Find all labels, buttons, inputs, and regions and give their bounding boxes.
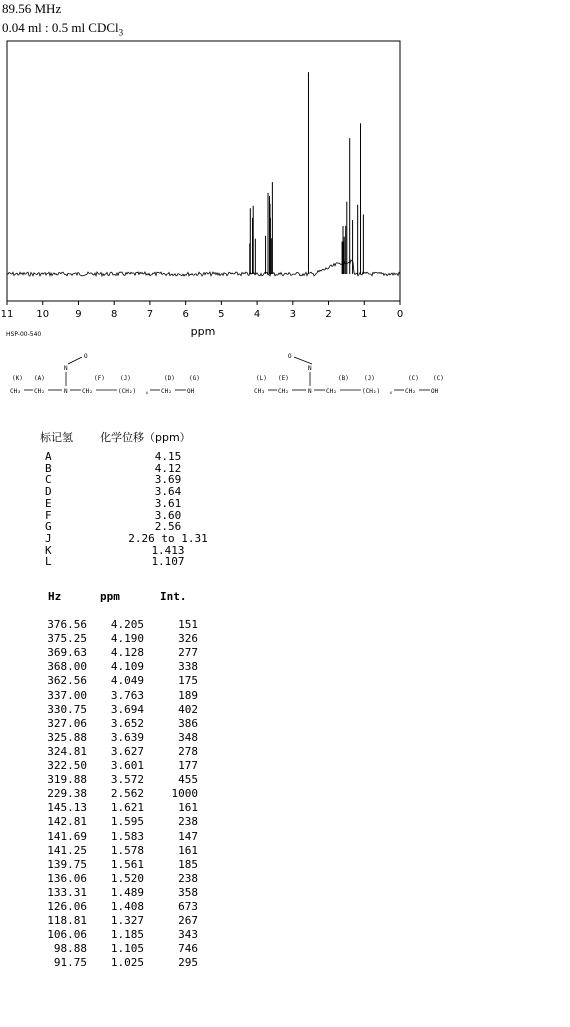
peak-ppm: 3.763 bbox=[110, 688, 144, 702]
peak-int: 161 bbox=[178, 801, 198, 815]
x-tick-label-7: 7 bbox=[146, 309, 154, 320]
peak-ppm: 4.190 bbox=[110, 632, 144, 646]
nitroso-n: N bbox=[64, 365, 68, 372]
shift-label: K bbox=[45, 543, 52, 557]
structure-left bbox=[4, 350, 254, 400]
x-tick-label-9: 9 bbox=[75, 309, 82, 320]
peak-ppm: 1.185 bbox=[110, 928, 144, 942]
peak-hz: 98.88 bbox=[53, 942, 87, 956]
peak-hz: 136.06 bbox=[47, 871, 87, 885]
peak-hz: 141.69 bbox=[47, 829, 87, 843]
peak-int: 455 bbox=[178, 773, 198, 787]
peak-ppm: 4.128 bbox=[110, 646, 144, 660]
peak-row bbox=[40, 660, 210, 674]
peak-row bbox=[40, 632, 210, 646]
peak-row bbox=[40, 731, 210, 745]
x-tick-label-8: 8 bbox=[110, 309, 118, 320]
formula-part: CH₂ bbox=[405, 388, 416, 395]
peak-ppm: 3.627 bbox=[110, 744, 144, 758]
peak-hz: 330.75 bbox=[47, 702, 87, 716]
shift-value: 4.12 bbox=[154, 461, 182, 475]
peak-hz: 229.38 bbox=[47, 787, 87, 801]
atom-label: (A) bbox=[34, 375, 45, 382]
peak-int: 348 bbox=[178, 730, 198, 744]
peak-row bbox=[40, 759, 210, 773]
peak-hz: 106.06 bbox=[47, 928, 87, 942]
nitroso-o: O bbox=[84, 353, 88, 360]
peak-ppm: 1.583 bbox=[110, 829, 144, 843]
peak-int: 238 bbox=[178, 871, 198, 885]
atom-label: (J) bbox=[364, 375, 375, 382]
baseline-noise bbox=[7, 260, 400, 276]
spectrum-code: HSP-00-540 bbox=[6, 331, 42, 338]
peak-ppm: 4.049 bbox=[110, 674, 144, 688]
peak-ppm: 3.652 bbox=[110, 716, 144, 730]
shift-value: 1.413 bbox=[151, 543, 185, 557]
shift-label: J bbox=[45, 531, 52, 545]
shift-value: 3.61 bbox=[154, 496, 182, 510]
peak-ppm: 1.489 bbox=[110, 885, 144, 899]
shift-value: 3.64 bbox=[154, 485, 182, 499]
peak-hz: 133.31 bbox=[47, 885, 87, 899]
peak-hz: 376.56 bbox=[47, 618, 87, 631]
peak-int: 326 bbox=[178, 632, 198, 646]
peak-row bbox=[40, 914, 210, 928]
formula-part: OH bbox=[431, 388, 439, 395]
formula-part: CH₃ bbox=[10, 388, 21, 395]
peak-ppm: 1.025 bbox=[110, 956, 144, 970]
peak-row bbox=[40, 618, 210, 632]
peak-row bbox=[40, 815, 210, 829]
peak-row bbox=[40, 689, 210, 703]
peak-header-ppm: ppm bbox=[100, 590, 120, 603]
peak-int: 177 bbox=[178, 759, 198, 772]
spectrometer-frequency: 89.56 MHz bbox=[2, 1, 62, 16]
shift-label: L bbox=[45, 555, 52, 569]
peak-ppm: 4.205 bbox=[110, 618, 144, 631]
peak-hz: 368.00 bbox=[47, 660, 87, 674]
peak-hz: 319.88 bbox=[47, 773, 87, 787]
formula-part: CH₂ bbox=[34, 388, 45, 395]
peak-ppm: 1.520 bbox=[110, 871, 144, 885]
peak-hz: 337.00 bbox=[47, 688, 87, 702]
peak-row bbox=[40, 956, 210, 970]
shift-label: A bbox=[45, 450, 52, 463]
atom-label: (F) bbox=[94, 375, 105, 382]
peak-ppm: 3.694 bbox=[110, 702, 144, 716]
x-tick-label-0: 0 bbox=[396, 309, 404, 320]
formula-part: ₄ bbox=[389, 389, 393, 396]
formula-part: CH₂ bbox=[82, 388, 93, 395]
peak-hz: 91.75 bbox=[53, 956, 87, 970]
shift-value: 3.60 bbox=[154, 508, 182, 522]
peak-row bbox=[40, 773, 210, 787]
peak-row bbox=[40, 844, 210, 858]
peak-row bbox=[40, 703, 210, 717]
peak-int: 151 bbox=[178, 618, 198, 631]
peak-hz: 141.25 bbox=[47, 843, 87, 857]
structure-right bbox=[248, 350, 498, 400]
x-tick-label-5: 5 bbox=[218, 309, 225, 320]
peak-int: 338 bbox=[178, 660, 198, 674]
peak-hz: 362.56 bbox=[47, 674, 87, 688]
peak-int: 267 bbox=[178, 914, 198, 928]
peak-int: 175 bbox=[178, 674, 198, 688]
peak-int: 189 bbox=[178, 688, 198, 702]
peak-ppm: 3.601 bbox=[110, 759, 144, 772]
shift-value: 4.15 bbox=[154, 450, 182, 463]
formula-part: N bbox=[308, 388, 312, 395]
peak-row bbox=[40, 787, 210, 801]
peak-lines bbox=[250, 72, 364, 274]
peak-hz: 327.06 bbox=[47, 716, 87, 730]
formula-part: CH₂ bbox=[278, 388, 289, 395]
peak-ppm: 3.572 bbox=[110, 773, 144, 787]
peak-int: 673 bbox=[178, 900, 198, 913]
x-tick-label-10: 10 bbox=[36, 309, 50, 320]
baseline-trace bbox=[7, 260, 400, 276]
nitroso-o: O bbox=[288, 353, 292, 360]
x-tick-label-4: 4 bbox=[253, 309, 261, 320]
header-label: 标记氢 bbox=[40, 431, 73, 444]
peak-header-int: Int. bbox=[160, 590, 187, 603]
peak-hz: 118.81 bbox=[47, 914, 87, 928]
shift-value: 3.69 bbox=[154, 473, 182, 487]
shift-label: E bbox=[45, 496, 52, 510]
atom-label: (D) bbox=[164, 375, 175, 382]
peak-int: 402 bbox=[178, 702, 198, 716]
x-tick-label-1: 1 bbox=[361, 309, 368, 320]
shift-label: B bbox=[45, 461, 52, 475]
peak-ppm: 1.595 bbox=[110, 815, 144, 829]
x-tick-label-3: 3 bbox=[289, 309, 297, 320]
peak-ppm: 1.578 bbox=[110, 843, 144, 857]
atom-label: (G) bbox=[189, 375, 200, 382]
x-axis-label: ppm bbox=[190, 325, 216, 338]
peak-row bbox=[40, 928, 210, 942]
plot-frame bbox=[7, 41, 400, 301]
peak-int: 358 bbox=[178, 885, 198, 899]
peak-int: 343 bbox=[178, 928, 198, 942]
x-tick-label-6: 6 bbox=[182, 309, 189, 320]
shift-label: D bbox=[45, 485, 52, 499]
peak-int: 278 bbox=[178, 744, 198, 758]
peak-ppm: 1.408 bbox=[110, 900, 144, 913]
peak-int: 746 bbox=[178, 942, 198, 956]
peak-row bbox=[40, 717, 210, 731]
peak-hz: 139.75 bbox=[47, 857, 87, 871]
solvent-subscript: 3 bbox=[118, 27, 124, 38]
peak-int: 185 bbox=[178, 857, 198, 871]
shift-label: C bbox=[45, 473, 52, 487]
peak-ppm: 1.561 bbox=[110, 857, 144, 871]
atom-label: (E) bbox=[278, 375, 289, 382]
peak-row bbox=[40, 830, 210, 844]
peak-row bbox=[40, 674, 210, 688]
peak-int: 147 bbox=[178, 829, 198, 843]
peak-int: 277 bbox=[178, 646, 198, 660]
peak-hz: 126.06 bbox=[47, 900, 87, 913]
atom-label: (C) bbox=[408, 375, 419, 382]
formula-part: CH₂ bbox=[161, 388, 172, 395]
peak-hz: 375.25 bbox=[47, 632, 87, 646]
header-shift: 化学位移（ppm） bbox=[100, 431, 191, 444]
x-axis-ticks bbox=[1, 301, 404, 320]
formula-part: OH bbox=[187, 388, 195, 395]
formula-part: (CH₂) bbox=[118, 388, 137, 395]
peak-ppm: 3.639 bbox=[110, 730, 144, 744]
peak-row bbox=[40, 801, 210, 815]
nmr-spectrum-chart bbox=[0, 38, 410, 338]
peak-ppm: 1.327 bbox=[110, 914, 144, 928]
peak-row bbox=[40, 900, 210, 914]
x-tick-label-2: 2 bbox=[325, 309, 332, 320]
atom-label: (L) bbox=[256, 375, 267, 382]
peak-int: 1000 bbox=[171, 787, 198, 801]
peak-row bbox=[40, 745, 210, 759]
bond-n-o bbox=[294, 357, 312, 364]
formula-part: N bbox=[64, 388, 68, 395]
peak-row bbox=[40, 858, 210, 872]
peak-hz: 322.50 bbox=[47, 759, 87, 772]
shift-value: 2.26 to 1.31 bbox=[128, 531, 208, 545]
peak-ppm: 1.621 bbox=[110, 801, 144, 815]
formula-part: CH₂ bbox=[326, 388, 337, 395]
atom-label: (B) bbox=[338, 375, 349, 382]
peak-row bbox=[40, 886, 210, 900]
peak-int: 386 bbox=[178, 716, 198, 730]
peak-row bbox=[40, 942, 210, 956]
atom-label: (K) bbox=[12, 375, 23, 382]
peak-row bbox=[40, 872, 210, 886]
shift-value: 2.56 bbox=[154, 520, 182, 534]
peak-hz: 145.13 bbox=[47, 801, 87, 815]
peak-hz: 369.63 bbox=[47, 646, 87, 660]
shift-label: F bbox=[45, 508, 52, 522]
atom-label: (J) bbox=[120, 375, 131, 382]
peak-ppm: 2.562 bbox=[110, 787, 144, 801]
peak-ppm: 4.109 bbox=[110, 660, 144, 674]
formula-part: (CH₂) bbox=[362, 388, 381, 395]
x-tick-label-11: 11 bbox=[0, 309, 14, 320]
peak-int: 238 bbox=[178, 815, 198, 829]
peak-row bbox=[40, 646, 210, 660]
shift-label: G bbox=[45, 520, 52, 534]
peak-ppm: 1.105 bbox=[110, 942, 144, 956]
peak-hz: 324.81 bbox=[47, 744, 87, 758]
solvent-text: 0.04 ml : 0.5 ml CDCl bbox=[2, 20, 119, 35]
formula-part: CH₃ bbox=[254, 388, 265, 395]
atom-label: (C) bbox=[433, 375, 444, 382]
formula-part: ₄ bbox=[145, 389, 149, 396]
peak-header-hz: Hz bbox=[48, 590, 62, 603]
peak-hz: 325.88 bbox=[47, 730, 87, 744]
shift-value: 1.107 bbox=[151, 555, 185, 569]
peak-hz: 142.81 bbox=[47, 815, 87, 829]
peak-int: 161 bbox=[178, 843, 198, 857]
peak-int: 295 bbox=[178, 956, 198, 970]
bond-n-o bbox=[68, 357, 82, 364]
nitroso-n: N bbox=[308, 365, 312, 372]
